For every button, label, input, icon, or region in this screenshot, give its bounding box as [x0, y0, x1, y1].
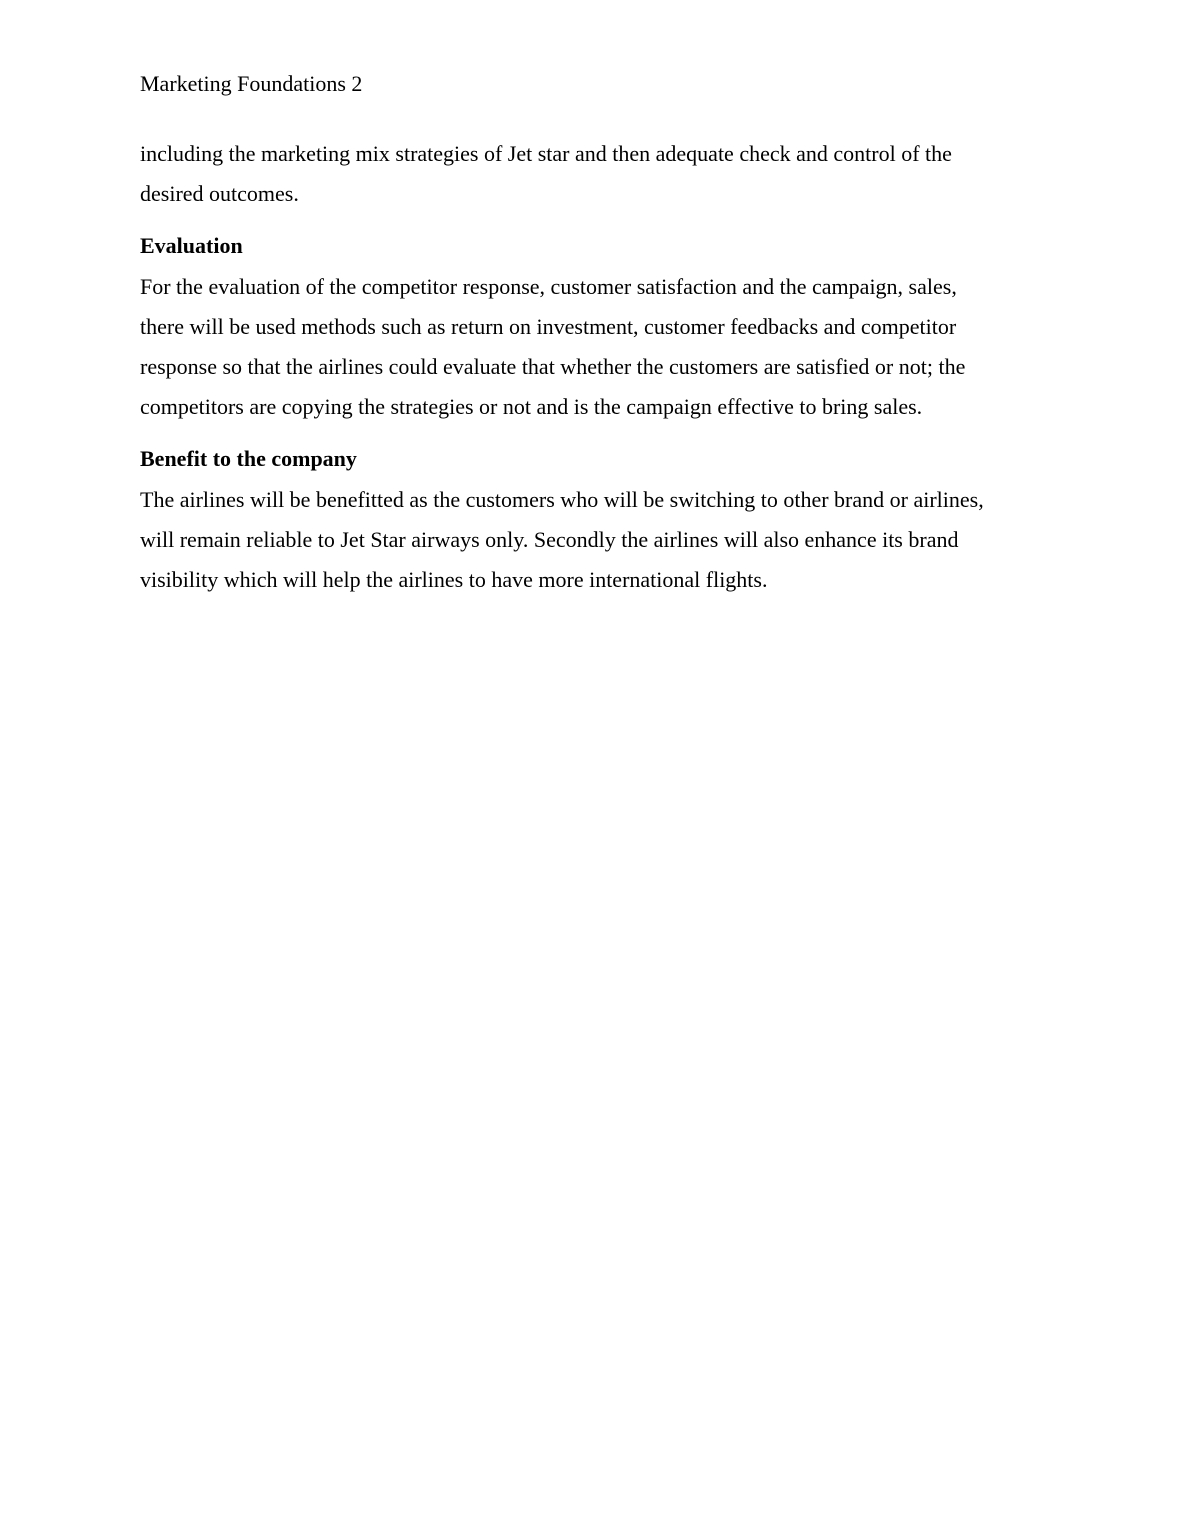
intro-paragraph: [140, 134, 1050, 214]
paragraph-line: will remain reliable to Jet Star airways only. Secondly the airlines will also enhance its brand: [140, 527, 959, 552]
benefit-heading: Benefit to the company: [140, 446, 357, 471]
paragraph-line: competitors are copying the strategies or not and is the campaign effective to bring sales.: [140, 394, 923, 419]
paragraph-line: there will be used methods such as return on investment, customer feedbacks and competitor: [140, 314, 957, 339]
paragraph-line: including the marketing mix strategies of Jet star and then adequate check and control of the: [140, 141, 952, 166]
paragraph-line: The airlines will be benefitted as the customers who will be switching to other brand or airlines,: [140, 487, 984, 512]
paragraph-line: response so that the airlines could evaluate that whether the customers are satisfied or not; the: [140, 354, 966, 379]
evaluation-heading: Evaluation: [140, 233, 243, 258]
paragraph-line: desired outcomes.: [140, 181, 299, 206]
running-head: Marketing Foundations 2: [140, 71, 363, 96]
paragraph-line: visibility which will help the airlines to have more international flights.: [140, 567, 768, 592]
paragraph-line: For the evaluation of the competitor response, customer satisfaction and the campaign, sales,: [140, 274, 957, 299]
benefit-paragraph: [140, 480, 1050, 600]
evaluation-paragraph: [140, 267, 1050, 427]
